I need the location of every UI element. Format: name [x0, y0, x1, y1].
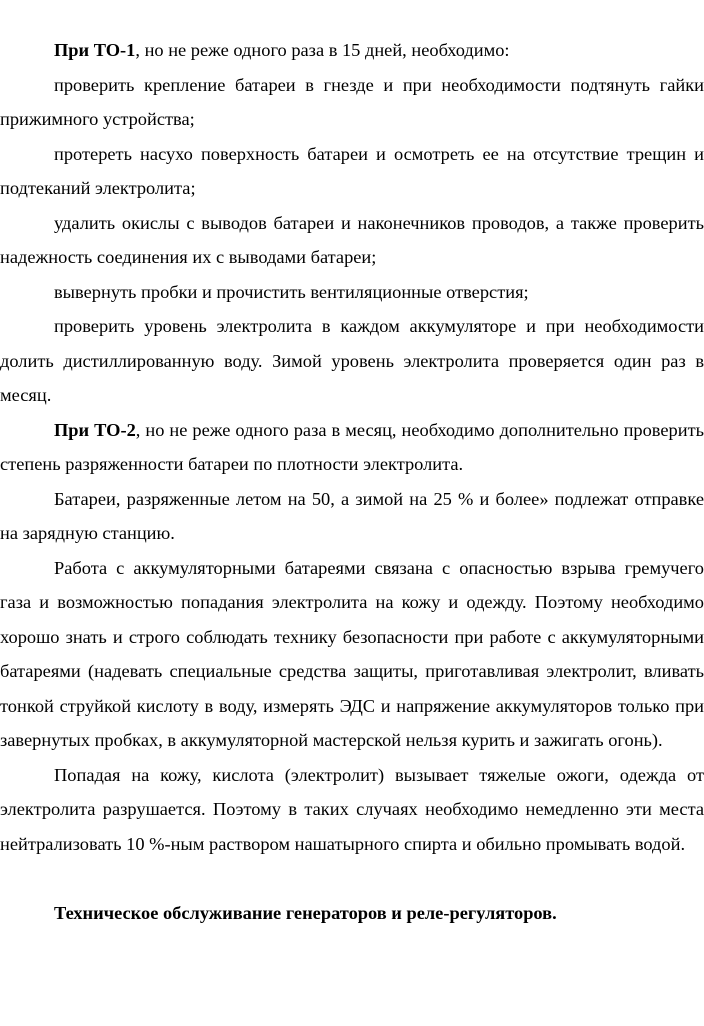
- paragraph-remove-oxides: удалить окислы с выводов батареи и наконечников проводов, а также проверить надежность соединения их с выводами батареи;: [0, 212, 704, 267]
- paragraph-acid-burns: Попадая на кожу, кислота (электролит) вызывает тяжелые ожоги, одежда от электролита разрушается. Поэтому в таких случаях необходимо немедленно эти места нейтрализовать 10 %-ным раствором нашатырного спирта и обильно промывать водой.: [0, 764, 704, 854]
- to1-label: При ТО-1: [54, 40, 136, 60]
- section-heading: Техническое обслуживание генераторов и реле-регуляторов.: [54, 902, 557, 923]
- paragraph-clean-vents: вывернуть пробки и прочистить вентиляционные отверстия;: [54, 281, 529, 302]
- paragraph-safety: Работа с аккумуляторными батареями связана с опасностью взрыва гремучего газа и возможностью попадания электролита на кожу и одежду. Поэтому необходимо хорошо знать и строго соблюдать технику безопасности при работе с аккумуляторными батареями (надевать специальные средства защиты, приготавливая электролит, вливать тонкой струйкой кислоту в воду, измерять ЭДС и напряжение аккумуляторов только при завернутых пробках, в аккумуляторной мастерской нельзя курить и зажигать огонь).: [0, 557, 704, 750]
- paragraph-to1-intro: [0, 33, 704, 68]
- paragraph-discharged-batteries: Батареи, разряженные летом на 50, а зимой на 25 % и более» подлежат отправке на зарядную станцию.: [0, 488, 704, 543]
- paragraph-check-electrolyte-level: проверить уровень электролита в каждом аккумуляторе и при необходимости долить дистиллированную воду. Зимой уровень электролита проверяется один раз в месяц.: [0, 316, 704, 405]
- section-spacer: [0, 861, 704, 896]
- paragraph-check-mounting: проверить крепление батареи в гнезде и при необходимости подтянуть гайки прижимного устройства;: [0, 74, 704, 129]
- to2-intro-text: , но не реже одного раза в месяц, необходимо дополнительно проверить степень разряженности батареи по плотности электролита.: [0, 419, 704, 474]
- paragraph-to2-intro: [0, 413, 704, 482]
- to2-label: При ТО-2: [54, 419, 136, 440]
- paragraph-wipe-battery: протереть насухо поверхность батареи и осмотреть ее на отсутствие трещин и подтеканий электролита;: [0, 143, 704, 198]
- to1-intro-text: , но не реже одного раза в 15 дней, необходимо:: [135, 40, 510, 60]
